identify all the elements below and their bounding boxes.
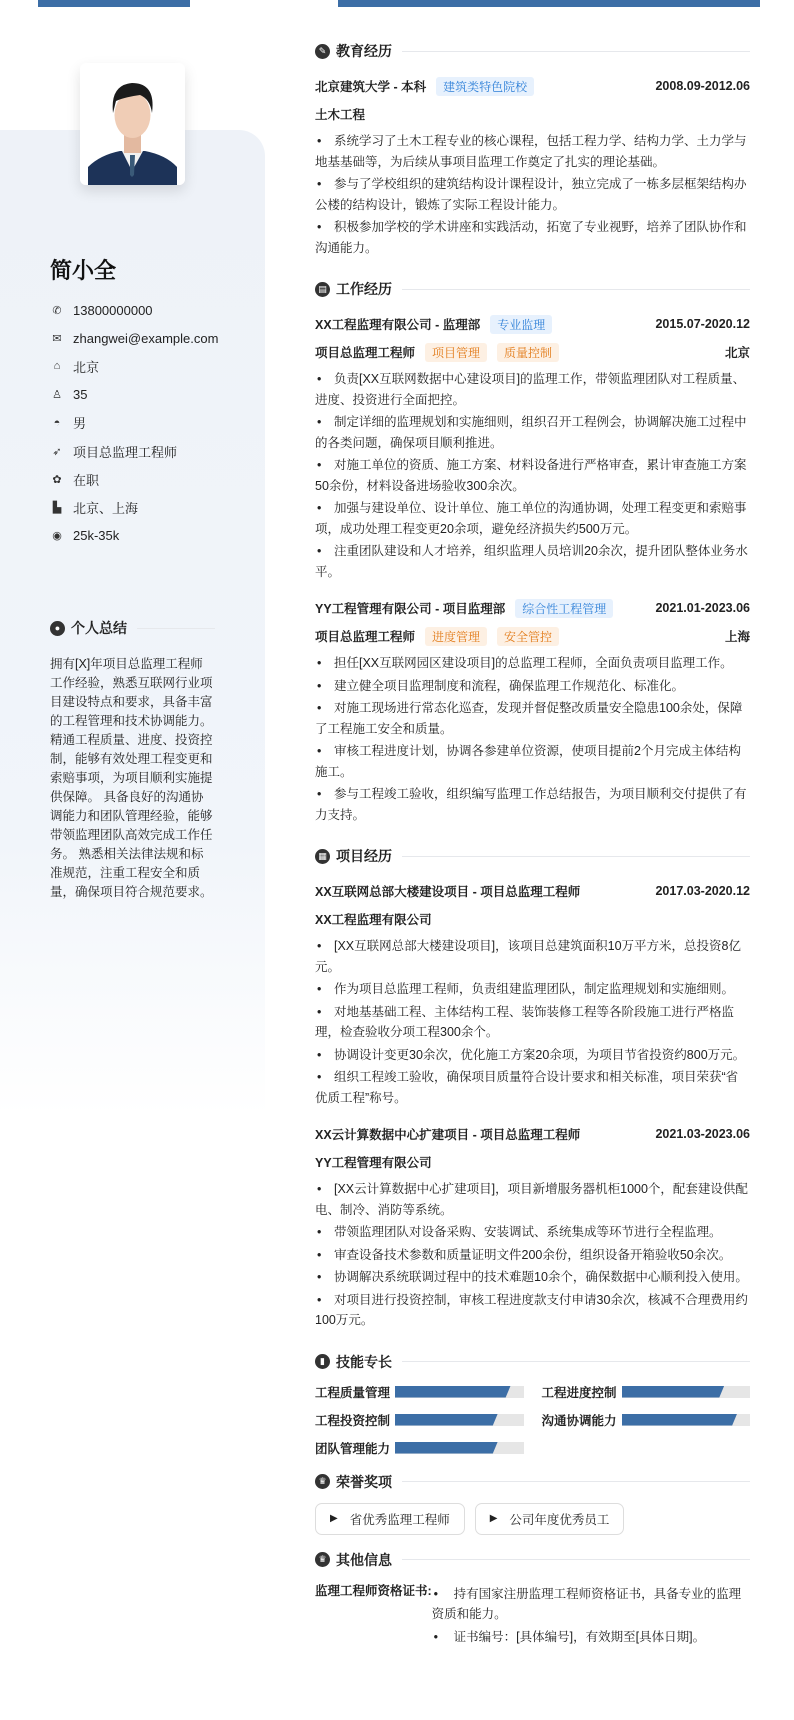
entry-title-group [315, 1125, 580, 1143]
skill-item [315, 1439, 524, 1457]
divider [137, 628, 215, 629]
info-icon: ♛ [315, 1552, 330, 1567]
phone-icon: ✆ [52, 304, 62, 317]
entry-date: 2017.03-2020.12 [655, 884, 750, 898]
tag-badge: 安全管控 [497, 627, 559, 646]
bullet-item: • [XX云计算数据中心扩建项目]，项目新增服务器机柜1000个，配套建设供配电、制冷、消防等系统。 [315, 1179, 750, 1220]
skill-bar-fill [622, 1386, 725, 1398]
skill-name: 团队管理能力 [315, 1441, 391, 1456]
bullet-list [315, 369, 750, 582]
contact-text: 25k-35k [73, 528, 120, 544]
contact-text: 男 [73, 416, 87, 432]
summary-text: 拥有[X]年项目总监理工程师工作经验，熟悉互联网行业项目建设特点和要求，具备丰富的工程管理和技术协调能力。 精通工程质量、进度、投资控制，能够有效处理工程变更和索赔事项，为项目顺利实施提供保障。 具备良好的沟通协调能力和团队管理经验，能够带领监理团队高效完成工作任务。 熟悉相关法律法规和标准规范，注重工程安全和质量，确保项目符合规范要求。 [50, 657, 213, 899]
entry-subtitle: 土木工程 [315, 108, 366, 122]
candidate-name: 简小全 [50, 258, 117, 283]
projects-title: 项目经历 [336, 848, 392, 864]
entry-header [315, 877, 750, 905]
entry-location: 北京 [724, 346, 750, 360]
bullet-list [315, 936, 750, 1108]
entry-header [315, 594, 750, 622]
bullet-item: • 注重团队建设和人才培养，组织监理人员培训20余次，提升团队整体业务水平。 [315, 541, 750, 582]
skill-bar-fill [395, 1386, 511, 1398]
entry-title: YY工程管理有限公司 - 项目监理部 [315, 602, 506, 616]
entry-location: 上海 [724, 630, 750, 644]
user-icon: ● [50, 621, 65, 636]
contact-item [50, 409, 218, 437]
skills-section [315, 1351, 750, 1457]
skills-grid [315, 1383, 750, 1457]
contact-list [50, 296, 218, 550]
entry-item [315, 877, 750, 1108]
bullet-item: • 建立健全项目监理制度和流程，确保监理工作规范化、标准化。 [315, 676, 750, 697]
divider [402, 1481, 750, 1482]
skill-item [315, 1383, 524, 1401]
skills-title: 技能专长 [336, 1353, 392, 1370]
bullet-item: • 制定详细的监理规划和实施细则，组织召开工程例会，协调解决施工过程中的各类问题，确保项目顺利推进。 [315, 412, 750, 453]
entry-header [315, 72, 750, 100]
entry-sub-group [315, 1153, 432, 1171]
tag-badge: 项目管理 [425, 343, 487, 362]
entry-sub-group [315, 105, 365, 123]
entry-sub-group [315, 343, 559, 362]
avatar-photo [80, 63, 185, 185]
tag-badge: 建筑类特色院校 [436, 77, 534, 96]
contact-item [50, 381, 218, 409]
bullet-item: • 作为项目总监理工程师，负责组建监理团队，制定监理规划和实施细则。 [315, 979, 750, 1000]
entry-subtitle: 项目总监理工程师 [315, 346, 416, 360]
education-section [315, 40, 750, 258]
skills-heading [315, 1351, 750, 1373]
entry-item [315, 1120, 750, 1331]
entry-title: XX互联网总部大楼建设项目 - 项目总监理工程师 [315, 885, 581, 899]
trophy-icon: ♛ [315, 1474, 330, 1489]
divider [402, 856, 750, 857]
summary-heading [50, 618, 215, 638]
bullet-item: • 加强与建设单位、设计单位、施工单位的沟通协调，处理工程变更和索赔事项，成功处理工程变更20余项，避免经济损失约500万元。 [315, 498, 750, 539]
work-heading [315, 278, 750, 300]
skill-name: 沟通协调能力 [541, 1413, 617, 1428]
projects-heading [315, 845, 750, 867]
bullet-item: • 积极参加学校的学术讲座和实践活动，拓宽了专业视野，培养了团队协作和沟通能力。 [315, 217, 750, 258]
education-title: 教育经历 [336, 43, 392, 59]
skill-name: 工程进度控制 [541, 1385, 617, 1400]
other-label: 监理工程师资格证书: [315, 1583, 432, 1598]
entry-item [315, 310, 750, 582]
bullet-list [315, 1179, 750, 1331]
position-icon: ➶ [52, 445, 62, 458]
skill-bar [622, 1386, 751, 1398]
home-icon: ⌂ [53, 360, 61, 373]
award-chip [315, 1503, 465, 1535]
contact-text: 项目总监理工程师 [73, 444, 178, 460]
tag-badge: 质量控制 [497, 343, 559, 362]
entry-item [315, 72, 750, 258]
divider [402, 51, 750, 52]
contact-text: 35 [73, 387, 88, 403]
award-name: 省优秀监理工程师 [349, 1512, 450, 1527]
entry-header [315, 310, 750, 338]
bullet-item: • 带领监理团队对设备采购、安装调试、系统集成等环节进行全程监理。 [315, 1222, 750, 1243]
contact-text: 北京、上海 [73, 500, 139, 516]
work-section [315, 278, 750, 825]
bullet-item: • 担任[XX互联网园区建设项目]的总监理工程师，全面负责项目监理工作。 [315, 653, 750, 674]
entry-title-group [315, 77, 534, 96]
bullet-item: • 协调设计变更30余次，优化施工方案20余项，为项目节省投资约800万元。 [315, 1045, 750, 1066]
contact-item [50, 493, 218, 521]
contact-text: 13800000000 [73, 302, 153, 318]
award-chip [475, 1503, 625, 1535]
skill-bar-fill [622, 1414, 738, 1426]
bullet-list [315, 131, 750, 258]
contact-text: zhangwei@example.com [73, 330, 219, 346]
city-icon: ▙ [52, 501, 62, 514]
awards-section [315, 1471, 750, 1535]
entry-subtitle: 项目总监理工程师 [315, 630, 416, 644]
bullet-item: • 系统学习了土木工程专业的核心课程，包括工程力学、结构力学、土力学与地基基础等，为后续从事项目监理工作奠定了扎实的理论基础。 [315, 131, 750, 172]
main-content [315, 40, 750, 1669]
entry-subtitle: YY工程管理有限公司 [315, 1156, 432, 1170]
awards-title: 荣誉奖项 [336, 1473, 392, 1490]
play-icon: ▶ [330, 1513, 338, 1524]
skill-name: 工程投资控制 [315, 1413, 391, 1428]
tag-badge: 综合性工程管理 [515, 599, 613, 618]
entry-date: 2021.03-2023.06 [655, 1127, 750, 1141]
awards-heading [315, 1471, 750, 1493]
contact-item [50, 352, 218, 380]
entry-subtitle: XX工程监理有限公司 [315, 913, 432, 927]
briefcase-icon: ▤ [315, 282, 330, 297]
skill-bar [622, 1414, 751, 1426]
tag-badge: 专业监理 [490, 315, 552, 334]
contact-text: 在职 [73, 472, 100, 488]
other-info-row [315, 1581, 750, 1650]
bullet-item: • 审核工程进度计划，协调各参建单位资源，使项目提前2个月完成主体结构施工。 [315, 741, 750, 782]
entry-title-group [315, 882, 580, 900]
bullet-item: • 持有国家注册监理工程师资格证书，具备专业的监理资质和能力。 [432, 1584, 750, 1625]
skill-bar-fill [395, 1442, 498, 1454]
bullet-item: • 协调解决系统联调过程中的技术难题10余个，确保数据中心顺利投入使用。 [315, 1267, 750, 1288]
entry-title: 北京建筑大学 - 本科 [315, 80, 427, 94]
skill-bar [395, 1414, 524, 1426]
entry-header [315, 1120, 750, 1148]
divider [402, 289, 750, 290]
other-bullets [432, 1584, 750, 1650]
tag-badge: 进度管理 [425, 627, 487, 646]
divider [402, 1361, 750, 1362]
contact-text: 北京 [73, 359, 100, 375]
entry-date: 2008.09-2012.06 [655, 79, 750, 93]
entry-sub-group [315, 910, 432, 928]
entry-subheader [315, 622, 750, 650]
bullet-item: • 对施工单位的资质、施工方案、材料设备进行严格审查，累计审查施工方案50余份，材料设备进场验收300余次。 [315, 455, 750, 496]
contact-item [50, 522, 218, 550]
skill-bar-fill [395, 1414, 498, 1426]
contact-item [50, 296, 218, 324]
entry-subheader [315, 905, 750, 933]
awards-list [315, 1503, 750, 1535]
contact-item [50, 437, 218, 465]
skill-name: 工程质量管理 [315, 1385, 391, 1400]
other-heading [315, 1549, 750, 1571]
bullet-item: • 对地基基础工程、主体结构工程、装饰装修工程等各阶段施工进行严格监理，检查验收分项工程300余个。 [315, 1002, 750, 1043]
play-icon: ▶ [489, 1513, 498, 1524]
mail-icon: ✉ [52, 332, 62, 345]
other-title: 其他信息 [336, 1551, 392, 1568]
work-title: 工作经历 [336, 281, 392, 297]
bullet-item: • 对施工现场进行常态化巡查，发现并督促整改质量安全隐患100余处，保障了工程施工安全和质量。 [315, 698, 750, 739]
entry-subheader [315, 100, 750, 128]
contact-item [50, 324, 218, 352]
education-heading [315, 40, 750, 62]
entry-title-group [315, 599, 613, 618]
bullet-item: • 对项目进行投资控制，审核工程进度款支付申请30余次，核减不合理费用约100万元。 [315, 1290, 750, 1331]
bullet-item: • 组织工程竣工验收，确保项目质量符合设计要求和相关标准，项目荣获“省优质工程”称号。 [315, 1067, 750, 1108]
entry-title: XX云计算数据中心扩建项目 - 项目总监理工程师 [315, 1128, 581, 1142]
divider [402, 1559, 750, 1560]
entry-subheader [315, 1148, 750, 1176]
other-section [315, 1549, 750, 1650]
bullet-item: • 证书编号：[具体编号]，有效期至[具体日期]。 [432, 1627, 750, 1648]
award-name: 公司年度优秀员工 [509, 1512, 610, 1527]
entry-date: 2021.01-2023.06 [655, 601, 750, 615]
summary-title: 个人总结 [71, 620, 127, 636]
bullet-item: • [XX互联网总部大楼建设项目]，该项目总建筑面积10万平方米，总投资8亿元。 [315, 936, 750, 977]
skill-item [542, 1411, 751, 1429]
entry-subheader [315, 338, 750, 366]
status-icon: ✿ [52, 473, 62, 486]
bullet-item: • 参与了学校组织的建筑结构设计课程设计，独立完成了一栋多层框架结构办公楼的结构设计，锻炼了实际工程设计能力。 [315, 174, 750, 215]
top-accent-bar-left [38, 0, 190, 7]
bullet-item: • 审查设备技术参数和质量证明文件200余份，组织设备开箱验收50余次。 [315, 1245, 750, 1266]
bullet-item: • 参与工程竣工验收，组织编写监理工作总结报告，为项目顺利交付提供了有力支持。 [315, 784, 750, 825]
gender-icon: ◓ [53, 416, 61, 429]
salary-icon: ◉ [52, 530, 62, 543]
contact-item [50, 465, 218, 493]
entry-sub-group [315, 627, 559, 646]
projects-section [315, 845, 750, 1331]
skill-item [315, 1411, 524, 1429]
skill-bar [395, 1442, 524, 1454]
entry-title-group [315, 315, 552, 334]
chart-icon: ▮ [315, 1354, 330, 1369]
entry-date: 2015.07-2020.12 [655, 317, 750, 331]
project-grid-icon: ▦ [315, 849, 330, 864]
bullet-list [315, 653, 750, 825]
entry-item [315, 594, 750, 825]
entry-title: XX工程监理有限公司 - 监理部 [315, 318, 481, 332]
skill-bar [395, 1386, 524, 1398]
age-icon: ♙ [52, 389, 62, 402]
graduation-cap-icon: ✎ [315, 44, 330, 59]
skill-item [542, 1383, 751, 1401]
top-accent-bar-right [338, 0, 760, 7]
bullet-item: • 负责[XX互联网数据中心建设项目]的监理工作，带领监理团队对工程质量、进度、投资进行全面把控。 [315, 369, 750, 410]
